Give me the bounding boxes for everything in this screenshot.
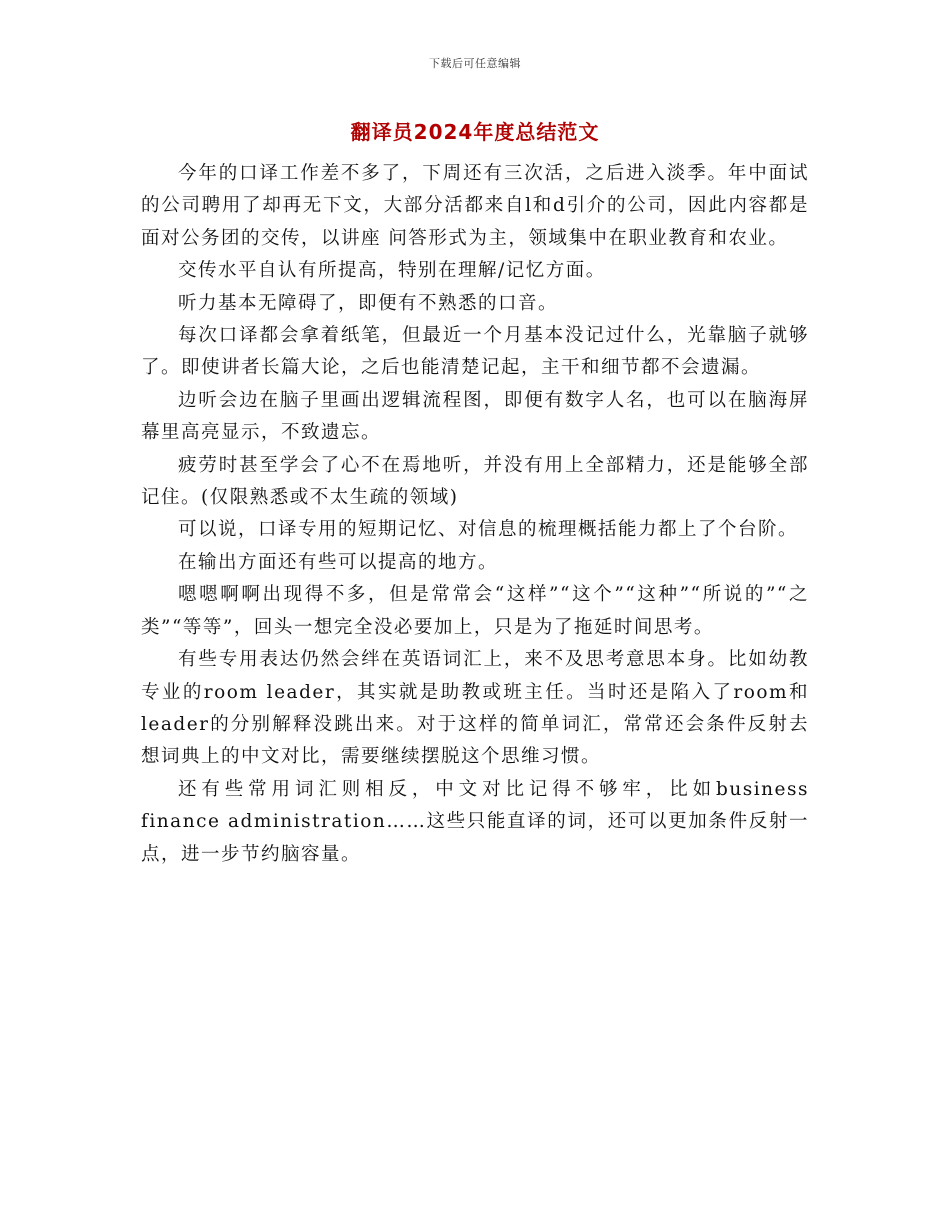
paragraph: 疲劳时甚至学会了心不在焉地听，并没有用上全部精力，还是能够全部记住。(仅限熟悉或不太生疏的领域) [141, 454, 809, 509]
paragraph: 可以说，口译专用的短期记忆、对信息的梳理概括能力都上了个台阶。 [178, 519, 799, 541]
paragraph: 每次口译都会拿着纸笔，但最近一个月基本没记过什么，光靠脑子就够了。即使讲者长篇大论，之后也能清楚记起，主干和细节都不会遗漏。 [141, 325, 809, 379]
header-note: 下载后可任意编辑 [429, 57, 521, 70]
paragraph: 还有些常用词汇则相反，中文对比记得不够牢，比如business finance administration……这些只能直译的词，还可以更加条件反射一点，进一步节约脑容量。 [141, 778, 809, 865]
paragraph: 在输出方面还有些可以提高的地方。 [178, 551, 499, 573]
paragraph: 边听会边在脑子里画出逻辑流程图，即便有数字人名，也可以在脑海屏幕里高亮显示，不致遗忘。 [141, 389, 809, 444]
paragraph: 交传水平自认有所提高，特别在理解/记忆方面。 [178, 260, 606, 282]
paragraph: 嗯嗯啊啊出现得不多，但是常常会“这样”“这个”“这种”“所说的”“之类”“等等”，回头一想完全没必要加上，只是为了拖延时间思考。 [141, 584, 809, 638]
paragraph: 今年的口译工作差不多了，下周还有三次活，之后进入淡季。年中面试的公司聘用了却再无下文，大部分活都来自l和d引介的公司，因此内容都是面对公务团的交传，以讲座 问答形式为主，领域集中在职业教育和农业。 [141, 163, 809, 249]
paragraph: 听力基本无障碍了，即便有不熟悉的口音。 [178, 292, 559, 314]
document-body [141, 158, 809, 871]
paragraph: 有些专用表达仍然会绊在英语词汇上，来不及思考意思本身。比如幼教专业的room leader，其实就是助教或班主任。当时还是陷入了room和leader的分别解释没跳出来。对于这样的简单词汇，常常还会条件反射去想词典上的中文对比，需要继续摆脱这个思维习惯。 [141, 649, 809, 768]
document-title: 翻译员2024年度总结范文 [350, 120, 600, 144]
